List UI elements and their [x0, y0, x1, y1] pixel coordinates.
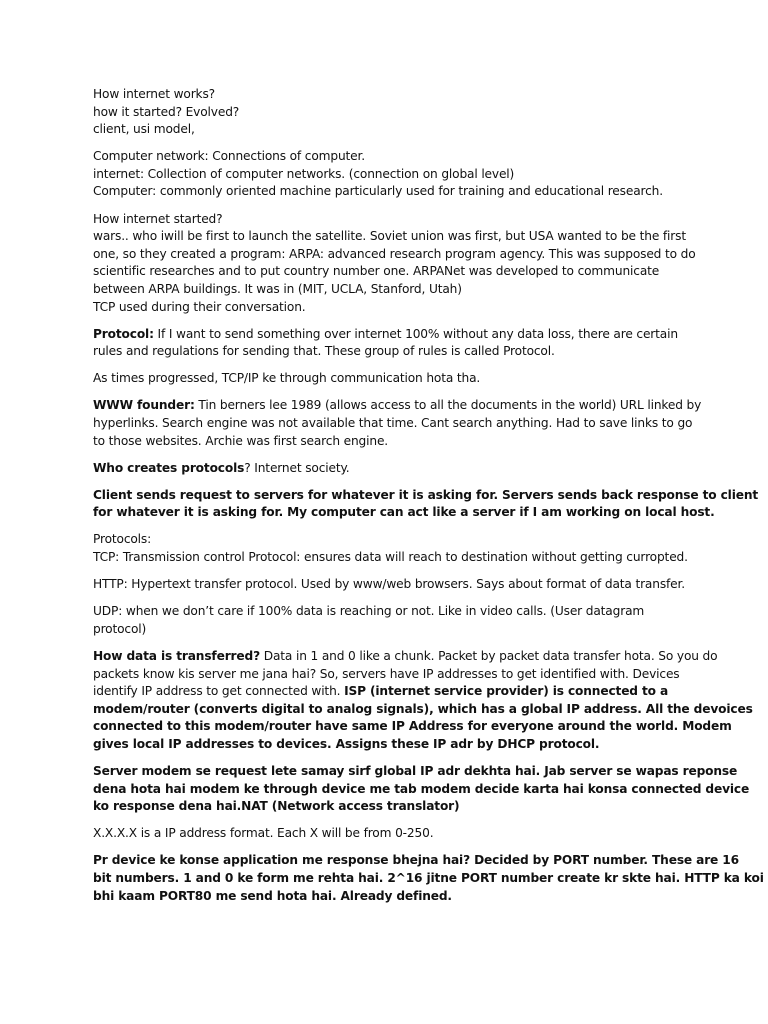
- body-text: ? Internet society.: [244, 460, 350, 475]
- paragraph: [93, 460, 683, 478]
- body-text: X.X.X.X is a IP address format. Each X will be from 0-250.: [93, 826, 434, 841]
- text-line: [93, 370, 683, 388]
- body-text: one, so they created a program: ARPA: advanced research program agency. This was supposed to do: [93, 246, 696, 261]
- text-line: [93, 397, 702, 415]
- text-line: [93, 736, 683, 754]
- paragraph: [93, 148, 683, 201]
- paragraph: [93, 487, 759, 522]
- text-line: [93, 326, 683, 344]
- paragraph: [93, 603, 683, 638]
- text-line: [93, 246, 696, 264]
- body-text: hyperlinks. Search engine was not available that time. Cant search anything. Had to save links to go: [93, 416, 693, 430]
- bold-text: Server modem se request lete samay sirf global IP adr dekhta hai. Jab server se wapas reponse: [93, 764, 738, 778]
- body-text: TCP: Transmission control Protocol: ensures data will reach to destination without getting curropted.: [93, 550, 688, 565]
- body-text: between ARPA buildings. It was in (MIT, UCLA, Stanford, Utah): [93, 281, 462, 296]
- text-line: [93, 852, 739, 870]
- text-line: [93, 86, 683, 104]
- text-line: [93, 281, 683, 299]
- text-line: [93, 701, 753, 719]
- body-text: As times progressed, TCP/IP ke through communication hota tha.: [93, 371, 481, 386]
- text-line: [93, 683, 683, 701]
- body-text: How internet works?: [93, 87, 215, 101]
- bold-text: connected to this modem/router have same IP Address for everyone around the world. Modem: [93, 719, 732, 734]
- body-text: identify IP address to get connected with.: [93, 684, 345, 699]
- text-line: [93, 104, 683, 122]
- bold-text: Who creates protocols: [93, 460, 245, 475]
- text-line: [93, 228, 686, 246]
- bold-text: Pr device ke konse application me response bhejna hai? Decided by PORT number. These are 16: [93, 853, 739, 868]
- body-text: If I want to send something over internet 100% without any data loss, there are certain: [153, 326, 678, 341]
- text-line: [93, 603, 683, 621]
- body-text: how it started? Evolved?: [93, 104, 240, 119]
- body-text: TCP used during their conversation.: [93, 299, 306, 314]
- text-line: [93, 343, 683, 361]
- text-line: [93, 870, 764, 888]
- body-text: Tin berners lee 1989 (allows access to all the documents in the world) URL linked by: [194, 398, 702, 413]
- bold-text: ko response dena hai.NAT (Network access translator): [93, 799, 460, 814]
- bold-text: gives local IP addresses to devices. Assigns these IP adr by DHCP protocol.: [93, 736, 600, 751]
- body-text: Computer: commonly oriented machine particularly used for training and educational research.: [93, 184, 663, 199]
- text-line: [93, 183, 683, 201]
- text-line: [93, 148, 683, 166]
- bold-text: Client sends request to servers for whatever it is asking for. Servers sends back response to client: [93, 487, 759, 502]
- body-text: packets know kis server me jana hai? So, servers have IP addresses to get identified with. Devices: [93, 666, 680, 681]
- text-line: [93, 531, 683, 549]
- body-text: HTTP: Hypertext transfer protocol. Used by www/web browsers. Says about format of data transfer.: [93, 577, 685, 592]
- body-text: rules and regulations for sending that. These group of rules is called Protocol.: [93, 344, 555, 359]
- text-line: [93, 433, 683, 451]
- body-text: scientific researches and to put country number one. ARPANet was developed to communicate: [93, 264, 660, 279]
- bold-text: modem/router (converts digital to analog signals), which has a global IP address. All the devoices: [93, 701, 753, 716]
- paragraph: [93, 825, 683, 843]
- bold-text: Protocol:: [93, 326, 154, 341]
- bold-text: ISP (internet service provider) is connected to a: [344, 684, 669, 699]
- bold-text: bhi kaam PORT80 me send hota hai. Already defined.: [93, 888, 452, 903]
- body-text: protocol): [93, 621, 147, 636]
- text-line: [93, 888, 683, 906]
- text-line: [93, 299, 683, 317]
- paragraph: [93, 576, 683, 594]
- body-text: Computer network: Connections of computer.: [93, 149, 365, 164]
- body-text: internet: Collection of computer networks. (connection on global level): [93, 166, 515, 181]
- bold-text: WWW founder:: [93, 398, 195, 413]
- text-line: [93, 576, 683, 594]
- body-text: UDP: when we don’t care if 100% data is reaching or not. Like in video calls. (User datagram: [93, 604, 645, 619]
- text-line: [93, 415, 693, 433]
- text-line: [93, 798, 683, 816]
- paragraph: [93, 852, 764, 905]
- text-line: [93, 825, 683, 843]
- text-line: [93, 460, 683, 478]
- bold-text: for whatever it is asking for. My computer can act like a server if I am working on local host.: [93, 505, 715, 520]
- paragraph: [93, 531, 688, 566]
- body-text: How internet started?: [93, 211, 223, 226]
- bold-text: How data is transferred?: [93, 648, 261, 663]
- text-line: [93, 121, 683, 139]
- bold-text: dena hota hai modem ke through device me tab modem decide karta hai konsa connected device: [93, 781, 750, 796]
- text-line: [93, 666, 683, 684]
- text-line: [93, 504, 715, 522]
- document-page: [93, 86, 764, 915]
- paragraph: [93, 648, 753, 754]
- text-line: [93, 763, 738, 781]
- paragraph: [93, 370, 683, 388]
- text-line: [93, 781, 750, 799]
- body-text: to those websites. Archie was first search engine.: [93, 433, 389, 448]
- text-line: [93, 718, 732, 736]
- text-line: [93, 263, 683, 281]
- text-line: [93, 487, 759, 505]
- paragraph: [93, 397, 702, 450]
- bold-text: bit numbers. 1 and 0 ke form me rehta hai. 2^16 jitne PORT number create kr skte hai. HTTP ka koi: [93, 870, 764, 885]
- text-line: [93, 166, 683, 184]
- body-text: Data in 1 and 0 like a chunk. Packet by packet data transfer hota. So you do: [260, 648, 718, 663]
- text-line: [93, 211, 683, 229]
- body-text: wars.. who iwill be first to launch the satellite. Soviet union was first, but USA wanted to be the first: [93, 229, 686, 244]
- paragraph: [93, 326, 683, 361]
- body-text: client, usi model,: [93, 122, 195, 137]
- paragraph: [93, 763, 750, 816]
- text-line: [93, 648, 718, 666]
- text-line: [93, 549, 688, 567]
- body-text: Protocols:: [93, 532, 152, 547]
- text-line: [93, 621, 683, 639]
- paragraph: [93, 86, 683, 139]
- paragraph: [93, 211, 696, 317]
